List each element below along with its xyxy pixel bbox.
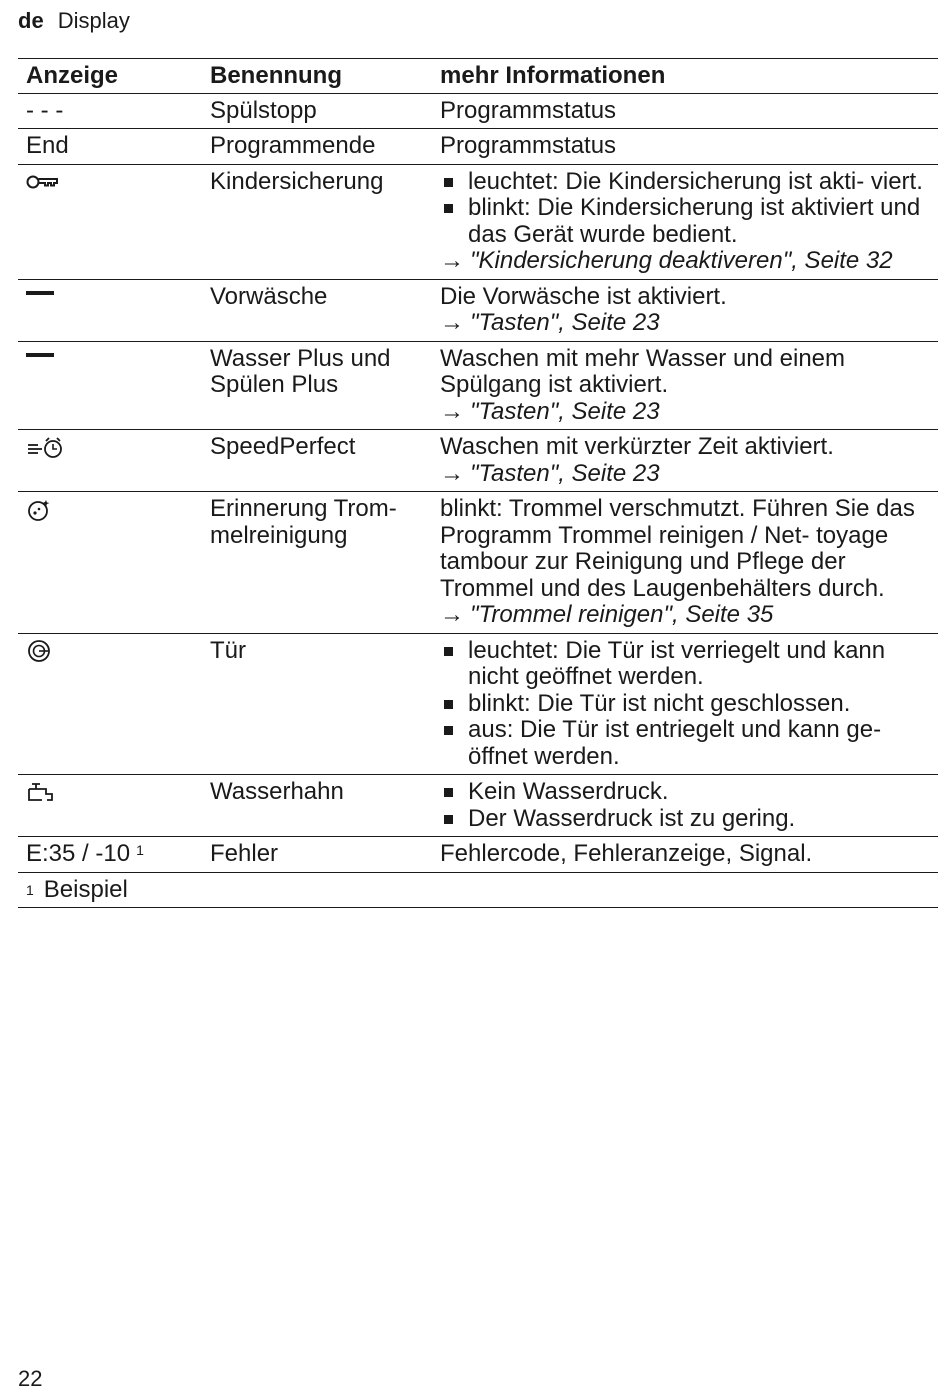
table-row	[18, 164, 938, 279]
table-row	[18, 775, 938, 837]
ref-arrow-icon: →	[440, 459, 464, 487]
list-item: leuchtet: Die Kindersicherung ist akti- viert.	[440, 169, 930, 196]
name-cell: Tür	[202, 633, 432, 775]
display-cell	[18, 775, 202, 837]
column-header-info: mehr Informationen	[432, 59, 938, 93]
footnote-row	[18, 872, 938, 908]
info-cell: Fehlercode, Fehleranzeige, Signal.	[432, 837, 938, 873]
name-cell: Vorwäsche	[202, 279, 432, 341]
info-cell: Programmstatus	[432, 93, 938, 129]
list-item: leuchtet: Die Tür ist verriegelt und kann nicht geöffnet werden.	[440, 638, 930, 691]
table-row	[18, 633, 938, 775]
display-cell: - - -	[18, 93, 202, 129]
footnote-mark: 1	[136, 842, 144, 858]
footnote: $^1$ Beispiel	[18, 872, 938, 908]
list-item: Kein Wasserdruck.	[440, 779, 930, 806]
name-cell: Wasser Plus und Spülen Plus	[202, 341, 432, 430]
display-table	[18, 59, 938, 908]
info-cell: Waschen mit mehr Wasser und einem Spülgang ist aktiviert. → "Tasten", Seite 23	[432, 341, 938, 430]
info-cell: blinkt: Trommel verschmutzt. Führen Sie das Programm Trommel reinigen / Net- toyage tambour zur Reinigung und Pflege der Trommel und des Laugenbehälters durch. → "Trommel reinigen", Seite 35	[432, 492, 938, 634]
list-item: aus: Die Tür ist entriegelt und kann ge- öffnet werden.	[440, 717, 930, 770]
name-cell: Spülstopp	[202, 93, 432, 129]
water-plus-dash-icon	[26, 353, 54, 357]
display-cell	[18, 164, 202, 279]
info-cell: Die Vorwäsche ist aktiviert. → "Tasten", Seite 23	[432, 279, 938, 341]
cross-reference: → "Tasten", Seite 23	[440, 397, 660, 425]
list-item: blinkt: Die Tür ist nicht geschlossen.	[440, 691, 930, 718]
key-icon	[26, 172, 60, 192]
display-cell: E:35 / -10 $^1$	[18, 837, 202, 873]
name-cell: Wasserhahn	[202, 775, 432, 837]
name-cell: Erinnerung Trom- melreinigung	[202, 492, 432, 634]
page-number: 22	[18, 1366, 43, 1391]
info-cell: Waschen mit verkürzter Zeit aktiviert. → "Tasten", Seite 23	[432, 430, 938, 492]
language-code: de	[18, 8, 44, 33]
display-cell: End	[18, 129, 202, 165]
table-row	[18, 837, 938, 873]
info-cell	[432, 164, 938, 279]
info-cell	[432, 633, 938, 775]
list-item: Der Wasserdruck ist zu gering.	[440, 806, 930, 833]
display-cell	[18, 341, 202, 430]
list-item: blinkt: Die Kindersicherung ist aktiviert und das Gerät wurde bedient.	[440, 195, 930, 248]
display-cell	[18, 279, 202, 341]
page-header	[18, 8, 130, 34]
table-row	[18, 129, 938, 165]
door-lock-icon	[26, 638, 54, 664]
name-cell: Fehler	[202, 837, 432, 873]
info-cell	[432, 775, 938, 837]
drum-clean-icon	[26, 497, 54, 523]
ref-arrow-icon: →	[440, 397, 464, 425]
display-cell	[18, 492, 202, 634]
column-header-benennung: Benennung	[202, 59, 432, 93]
cross-reference: → "Tasten", Seite 23	[440, 309, 660, 336]
cross-reference: → "Trommel reinigen", Seite 35	[440, 601, 774, 628]
table-row	[18, 279, 938, 341]
info-cell: Programmstatus	[432, 129, 938, 165]
cross-reference: → "Tasten", Seite 23	[440, 459, 660, 487]
name-cell: Programmende	[202, 129, 432, 165]
table-row	[18, 93, 938, 129]
table-row	[18, 341, 938, 430]
ref-arrow-icon: →	[440, 247, 464, 274]
table-row	[18, 492, 938, 634]
name-cell: Kindersicherung	[202, 164, 432, 279]
ref-arrow-icon: →	[440, 309, 464, 336]
speed-clock-icon	[26, 436, 70, 460]
display-cell	[18, 430, 202, 492]
column-header-anzeige: Anzeige	[18, 59, 202, 93]
table-row	[18, 430, 938, 492]
ref-arrow-icon: →	[440, 601, 464, 628]
table-header-row	[18, 59, 938, 93]
prewash-dash-icon	[26, 291, 54, 295]
section-title: Display	[57, 8, 130, 33]
cross-reference: → "Kindersicherung deaktiveren", Seite 32	[440, 247, 893, 274]
water-tap-icon	[26, 781, 56, 805]
name-cell: SpeedPerfect	[202, 430, 432, 492]
display-cell	[18, 633, 202, 775]
